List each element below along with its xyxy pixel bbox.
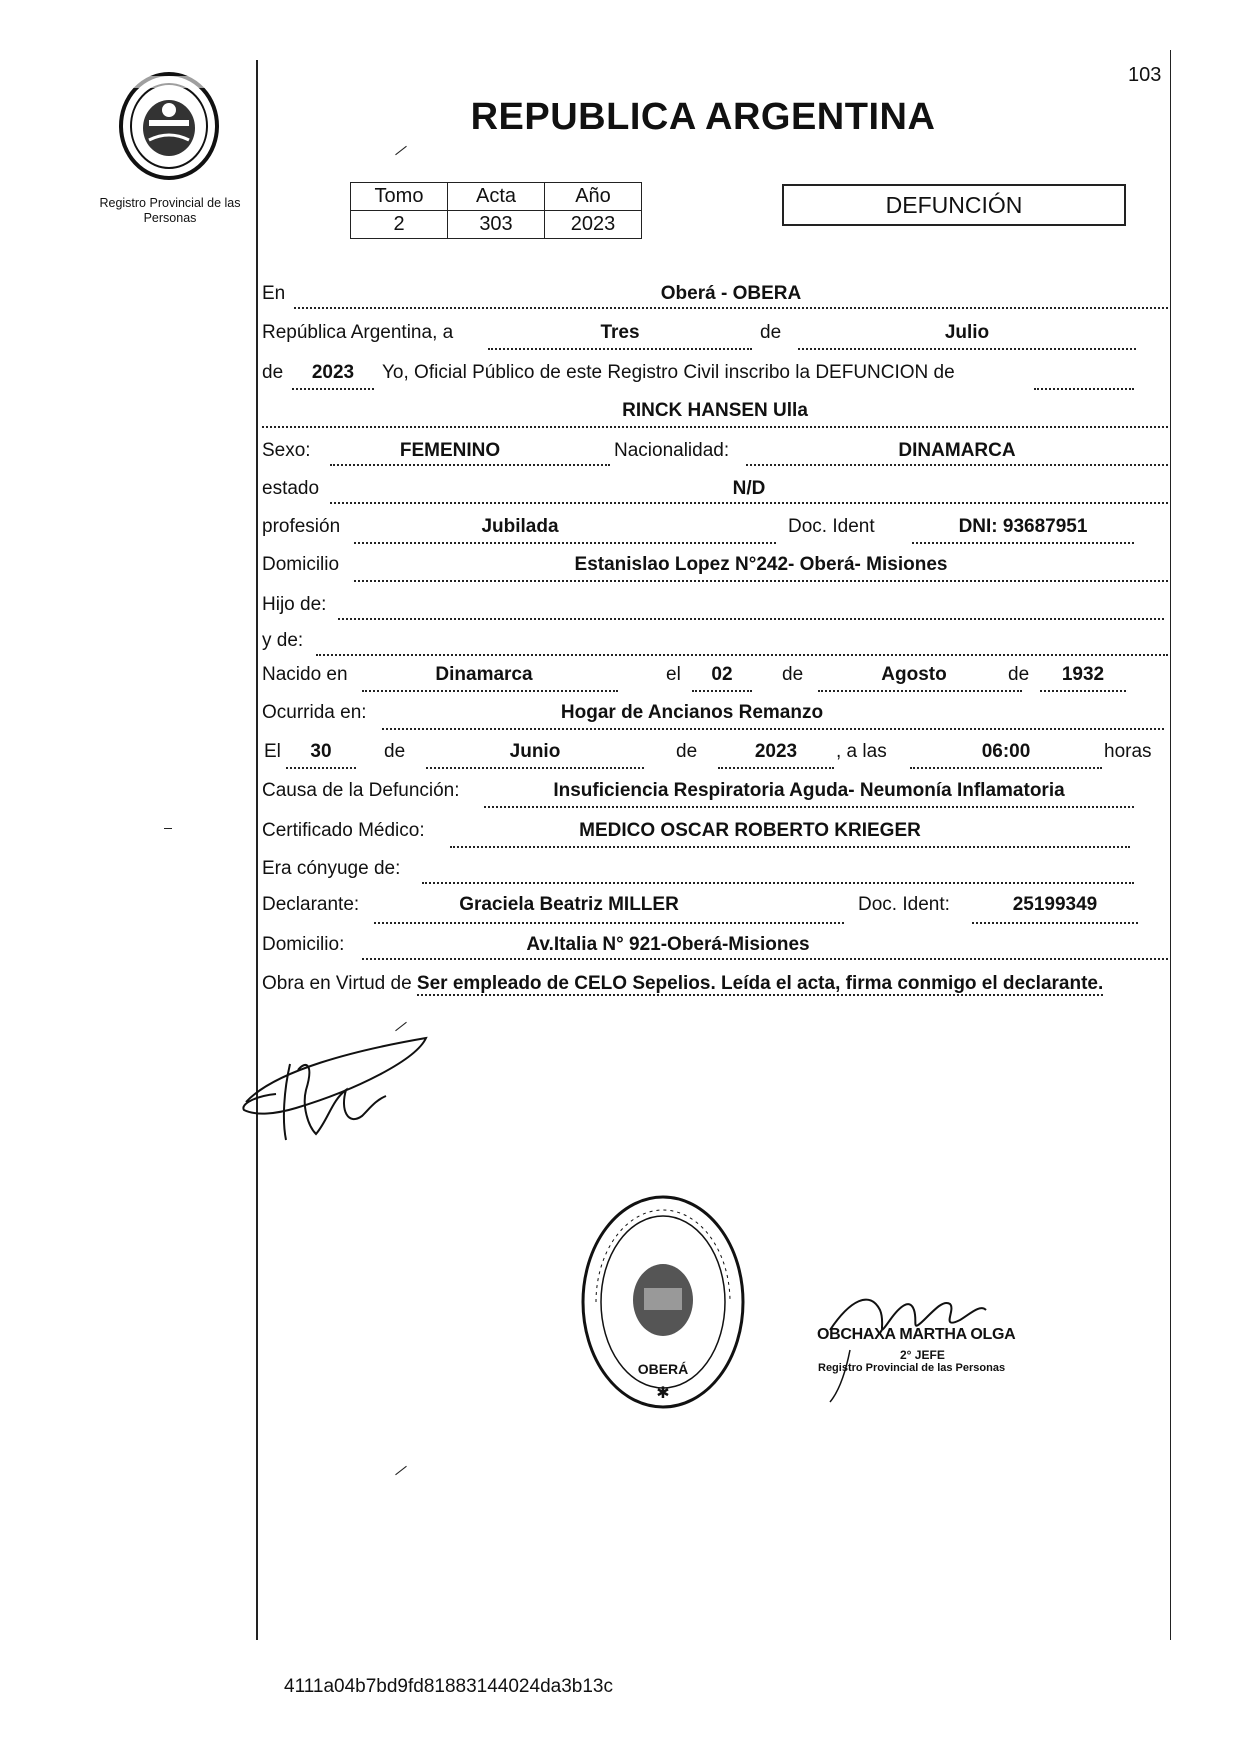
field-hijo-de [262, 594, 1168, 622]
field-label: estado [262, 478, 320, 499]
field-obra [262, 970, 1168, 997]
field-fecha-acta [262, 322, 1168, 350]
field-value: Insuficiencia Respiratoria Aguda- Neumonía Inflamatoria [553, 780, 1065, 801]
svg-text:✱: ✱ [656, 1385, 670, 1402]
field-nacido [262, 664, 1168, 692]
deceased-name: RINCK HANSEN Ulla [622, 400, 808, 421]
field-profesion [262, 516, 1168, 544]
dotted-line [262, 426, 1168, 428]
field-label-de: de [676, 741, 698, 762]
field-label-el: el [666, 664, 681, 685]
field-label: profesión [262, 516, 341, 537]
field-fecha-defuncion [262, 741, 1168, 769]
field-sexo [262, 440, 1168, 468]
field-value-month: Agosto [881, 664, 947, 685]
registry-value-ano: 2023 [545, 211, 642, 239]
field-label: Obra en Virtud de [262, 973, 412, 994]
registry-header-tomo: Tomo [351, 183, 448, 211]
field-certificado [262, 820, 1168, 848]
dotted-line [338, 618, 1164, 620]
left-margin-rule [256, 60, 258, 1640]
dotted-line [798, 348, 1136, 350]
dotted-line [910, 767, 1102, 769]
field-value-doc: 25199349 [1012, 894, 1098, 915]
field-nombre [262, 400, 1168, 428]
official-name: OBCHAXA MARTHA OLGA [817, 1326, 1016, 1343]
dotted-line [374, 922, 844, 924]
dotted-line [316, 654, 1168, 656]
field-domicilio [262, 554, 1168, 582]
field-label-nacionalidad: Nacionalidad: [614, 440, 730, 461]
field-label: Era cónyuge de: [262, 858, 401, 879]
field-value-profesion: Jubilada [481, 516, 559, 537]
field-label: Declarante: [262, 894, 360, 915]
field-label: Ocurrida en: [262, 702, 367, 723]
dotted-line [1040, 690, 1126, 692]
field-label-horas: horas [1104, 741, 1152, 762]
organization-name: Registro Provincial de las Personas [99, 196, 241, 225]
dotted-line [1034, 388, 1134, 390]
field-value-place: Dinamarca [435, 664, 533, 685]
dotted-line [692, 690, 752, 692]
field-label: Domicilio: [262, 934, 345, 955]
field-value: Ser empleado de CELO Sepelios. Leída el acta, firma conmigo el declarante. [416, 973, 1104, 994]
field-value-nacionalidad: DINAMARCA [898, 440, 1016, 461]
dotted-line [362, 958, 1168, 960]
dotted-line [362, 690, 618, 692]
dotted-line [330, 502, 1168, 504]
dotted-line [354, 542, 776, 544]
document-hash: 4111a04b7bd9fd81883144024da3b13c [284, 1676, 613, 1697]
field-label-doc: Doc. Ident: [858, 894, 950, 915]
field-value-day: 02 [711, 664, 733, 685]
field-value: Estanislao Lopez N°242- Oberá- Misiones [574, 554, 948, 575]
field-label: El [264, 741, 281, 762]
dotted-line [972, 922, 1138, 924]
field-value-day: Tres [600, 322, 640, 343]
dotted-line [484, 806, 1134, 808]
field-value-time: 06:00 [981, 741, 1031, 762]
field-value-month: Junio [509, 741, 561, 762]
registry-header-acta: Acta [448, 183, 545, 211]
field-label-doc: Doc. Ident [788, 516, 875, 537]
dotted-line [746, 464, 1168, 466]
field-domicilio-declarante [262, 934, 1168, 962]
field-label-de: de [782, 664, 804, 685]
field-label: Hijo de: [262, 594, 327, 615]
field-label: República Argentina, a [262, 322, 454, 343]
field-y-de [262, 630, 1168, 658]
field-label: En [262, 283, 286, 304]
record-type-box: DEFUNCIÓN [782, 184, 1126, 226]
field-value: Hogar de Ancianos Remanzo [560, 702, 824, 723]
inscription-text: Yo, Oficial Público de este Registro Civil inscribo la DEFUNCION de [382, 362, 955, 383]
official-organization: Registro Provincial de las Personas [818, 1362, 1006, 1374]
field-value: Av.Italia N° 921-Oberá-Misiones [526, 934, 810, 955]
field-value: Oberá - OBERA [660, 283, 802, 304]
field-label-de: de [384, 741, 406, 762]
field-value-doc: DNI: 93687951 [958, 516, 1088, 537]
field-ocurrida [262, 702, 1168, 730]
field-lugar [262, 283, 1168, 311]
dotted-line [292, 388, 374, 390]
field-label: Domicilio [262, 554, 340, 575]
official-stamp [578, 1192, 748, 1412]
field-label-de: de [262, 362, 284, 383]
document-title: REPUBLICA ARGENTINA [470, 96, 936, 138]
dotted-line [718, 767, 834, 769]
margin-dash [164, 828, 172, 829]
right-margin-rule [1170, 50, 1171, 1640]
field-label: Causa de la Defunción: [262, 780, 460, 801]
field-value: N/D [732, 478, 766, 499]
field-label-alas: , a las [836, 741, 887, 762]
tick-mark [395, 146, 407, 155]
dotted-line [912, 542, 1134, 544]
dotted-line [286, 767, 356, 769]
page-number: 103 [1128, 64, 1162, 86]
tick-mark [395, 1466, 407, 1475]
dotted-line [330, 464, 610, 466]
misiones-emblem-icon [115, 70, 223, 182]
dotted-line [818, 690, 1022, 692]
dotted-line [426, 767, 644, 769]
field-label-de: de [1008, 664, 1030, 685]
registry-header-ano: Año [545, 183, 642, 211]
dotted-line [422, 882, 1134, 884]
field-value-month: Julio [944, 322, 990, 343]
dotted-line [382, 728, 1164, 730]
field-value-sexo: FEMENINO [399, 440, 501, 461]
field-causa [262, 780, 1168, 808]
field-label: y de: [262, 630, 304, 651]
svg-text:OBERÁ: OBERÁ [637, 1361, 689, 1377]
field-label: Sexo: [262, 440, 311, 461]
registry-table [350, 182, 642, 239]
field-estado [262, 478, 1168, 506]
dotted-line [294, 307, 1168, 309]
dotted-line [450, 846, 1130, 848]
field-value-day: 30 [310, 741, 332, 762]
field-conyuge [262, 858, 1168, 886]
field-value-year: 2023 [754, 741, 798, 762]
dotted-line [488, 348, 752, 350]
registry-value-acta: 303 [448, 211, 545, 239]
declarant-signature [236, 1030, 436, 1150]
field-anio-acta [262, 362, 1168, 390]
field-label-de: de [760, 322, 782, 343]
registry-value-tomo: 2 [351, 211, 448, 239]
field-value-year: 1932 [1061, 664, 1105, 685]
field-value: MEDICO OSCAR ROBERTO KRIEGER [579, 820, 921, 841]
official-role: 2° JEFE [900, 1348, 945, 1362]
field-declarante [262, 894, 1168, 922]
field-label: Certificado Médico: [262, 820, 425, 841]
field-label: Nacido en [262, 664, 348, 685]
field-value-year: 2023 [311, 362, 355, 383]
field-value-name: Graciela Beatriz MILLER [459, 894, 679, 915]
dotted-line [354, 580, 1168, 582]
